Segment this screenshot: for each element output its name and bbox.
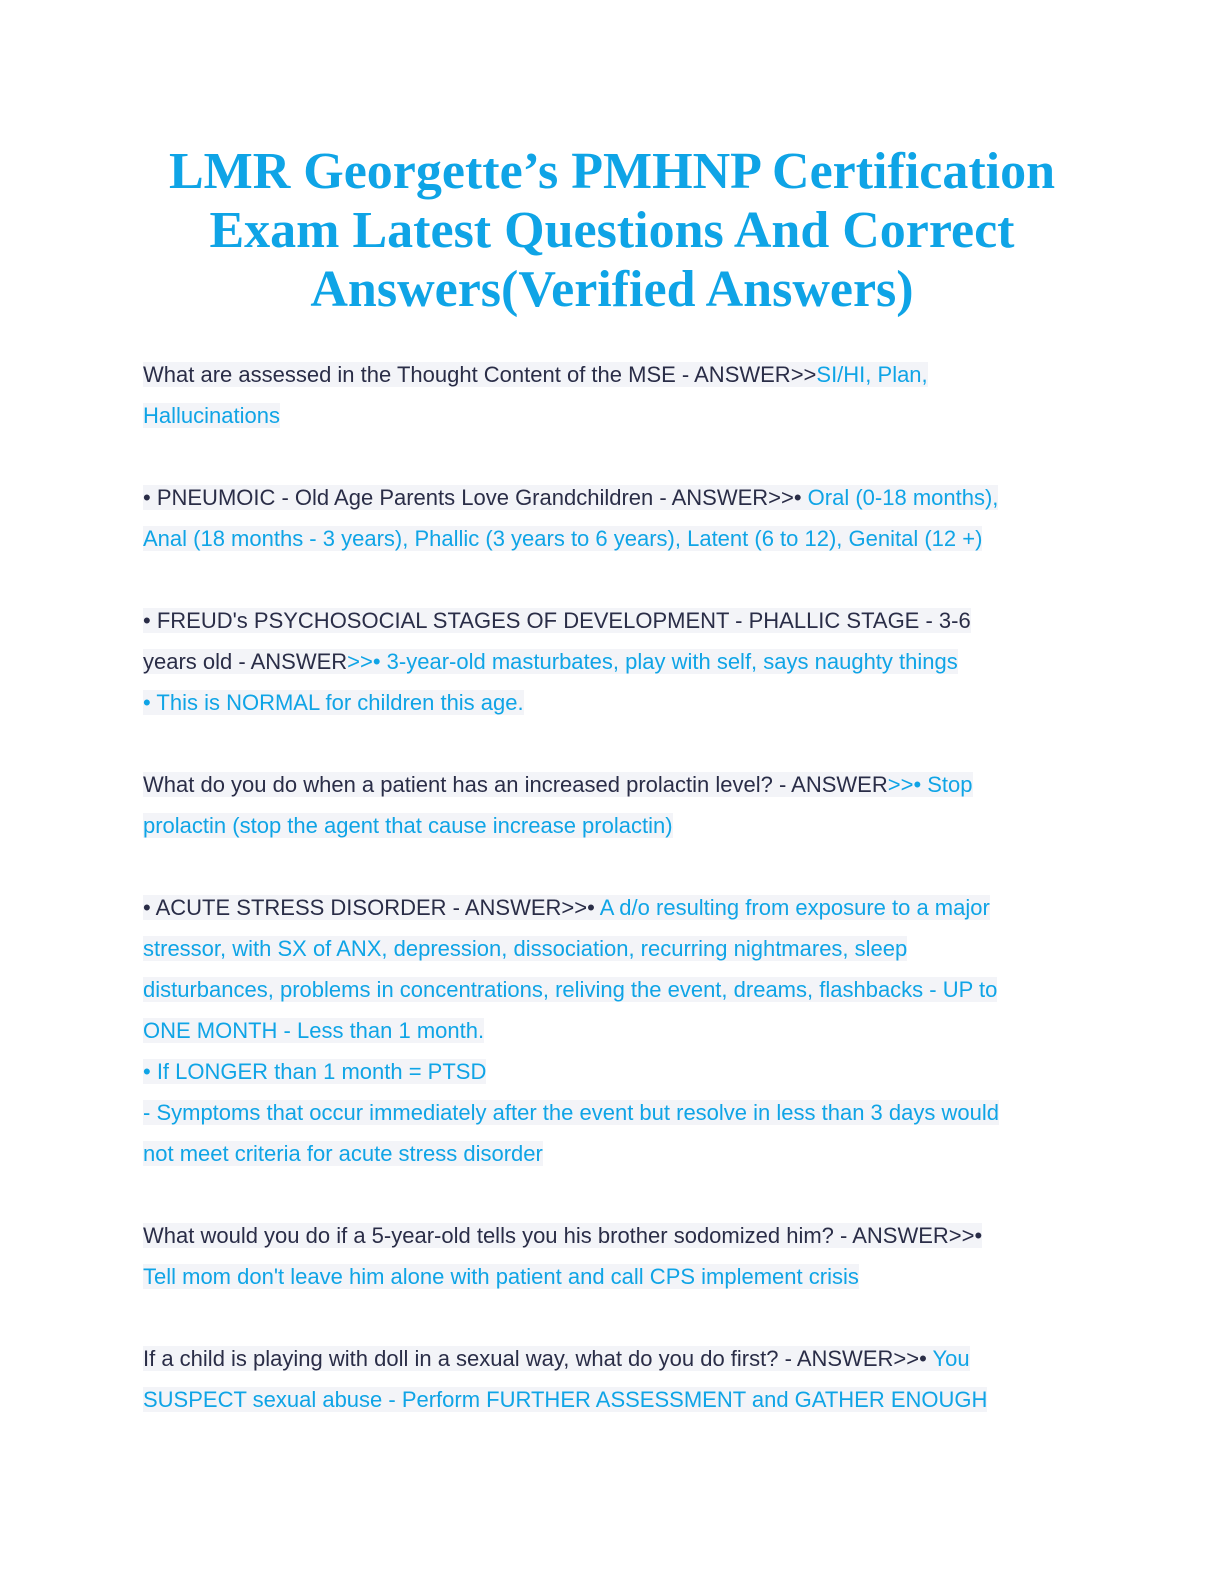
answer-text: Hallucinations [143, 403, 280, 428]
answer-text: prolactin (stop the agent that cause increase prolactin) [143, 813, 673, 838]
answer-text: disturbances, problems in concentrations, reliving the event, dreams, flashbacks - UP to [143, 977, 998, 1002]
line-text [143, 772, 973, 797]
line-text [143, 1141, 543, 1166]
text-line [143, 1379, 1083, 1420]
line-text [143, 608, 971, 633]
answer-text: Anal (18 months - 3 years), Phallic (3 years to 6 years), Latent (6 to 12), Genital (12 +) [143, 526, 983, 551]
text-line [143, 928, 1083, 969]
line-text [143, 526, 982, 551]
question-text: • PNEUMOIC - Old Age Parents Love Grandchildren - ANSWER>>• [143, 485, 808, 510]
qa-item [143, 887, 1083, 1174]
qa-item [143, 477, 1083, 559]
line-text [143, 1018, 484, 1043]
text-line [143, 1010, 1083, 1051]
qa-item [143, 354, 1083, 436]
text-line [143, 1256, 1083, 1297]
answer-text: stressor, with SX of ANX, depression, dissociation, recurring nightmares, sleep [143, 936, 908, 961]
text-line [143, 682, 1083, 723]
text-line [143, 600, 1083, 641]
text-line [143, 1051, 1083, 1092]
answer-text: • This is NORMAL for children this age. [143, 690, 524, 715]
answer-text: not meet criteria for acute stress disorder [143, 1141, 543, 1166]
line-text [143, 977, 997, 1002]
question-text: What would you do if a 5-year-old tells you his brother sodomized him? - ANSWER>>• [143, 1223, 983, 1248]
question-text: • ACUTE STRESS DISORDER - ANSWER>>• [143, 895, 600, 920]
line-text [143, 403, 280, 428]
text-line [143, 518, 1083, 559]
question-text: If a child is playing with doll in a sexual way, what do you do first? - ANSWER>>• [143, 1346, 933, 1371]
text-line [143, 764, 1083, 805]
qa-list [143, 354, 1083, 1461]
answer-text: SI/HI, Plan, [816, 362, 928, 387]
line-text [143, 649, 958, 674]
line-text [143, 895, 990, 920]
text-line [143, 395, 1083, 436]
line-text [143, 690, 524, 715]
answer-text: • If LONGER than 1 month = PTSD [143, 1059, 487, 1084]
title-line: LMR Georgette’s PMHNP Certification [168, 143, 1056, 200]
answer-text: Tell mom don't leave him alone with patient and call CPS implement crisis [143, 1264, 859, 1289]
line-text [143, 1223, 982, 1248]
line-text [143, 1059, 486, 1084]
line-text [143, 362, 928, 387]
answer-text: >>• Stop [887, 772, 973, 797]
qa-item [143, 764, 1083, 846]
text-line [143, 1338, 1083, 1379]
qa-item [143, 600, 1083, 723]
question-text: What are assessed in the Thought Content of the MSE - ANSWER>> [143, 362, 817, 387]
answer-text: You [932, 1346, 970, 1371]
text-line [143, 477, 1083, 518]
qa-item [143, 1338, 1083, 1420]
qa-item [143, 1215, 1083, 1297]
line-text [143, 813, 673, 838]
question-text: years old - ANSWER [143, 649, 348, 674]
text-line [143, 354, 1083, 395]
answer-text: ONE MONTH - Less than 1 month. [143, 1018, 485, 1043]
line-text [143, 1100, 999, 1125]
answer-text: - Symptoms that occur immediately after the event but resolve in less than 3 days would [143, 1100, 999, 1125]
text-line [143, 1092, 1083, 1133]
question-text: What do you do when a patient has an increased prolactin level? - ANSWER [143, 772, 888, 797]
answer-text: SUSPECT sexual abuse - Perform FURTHER ASSESSMENT and GATHER ENOUGH [143, 1387, 988, 1412]
line-text [143, 1346, 970, 1371]
line-text [143, 485, 998, 510]
text-line [143, 1133, 1083, 1174]
question-text: • FREUD's PSYCHOSOCIAL STAGES OF DEVELOPMENT - PHALLIC STAGE - 3-6 [143, 608, 971, 633]
line-text [143, 1264, 859, 1289]
answer-text: >>• 3-year-old masturbates, play with self, says naughty things [347, 649, 958, 674]
title-line: Exam Latest Questions And Correct [209, 202, 1015, 259]
line-text [143, 1387, 987, 1412]
document-title [100, 142, 1124, 319]
text-line [143, 1215, 1083, 1256]
text-line [143, 969, 1083, 1010]
line-text [143, 936, 907, 961]
answer-text: Oral (0-18 months), [807, 485, 999, 510]
title-line: Answers(Verified Answers) [310, 261, 914, 318]
text-line [143, 641, 1083, 682]
answer-text: A d/o resulting from exposure to a major [599, 895, 990, 920]
text-line [143, 805, 1083, 846]
text-line [143, 887, 1083, 928]
